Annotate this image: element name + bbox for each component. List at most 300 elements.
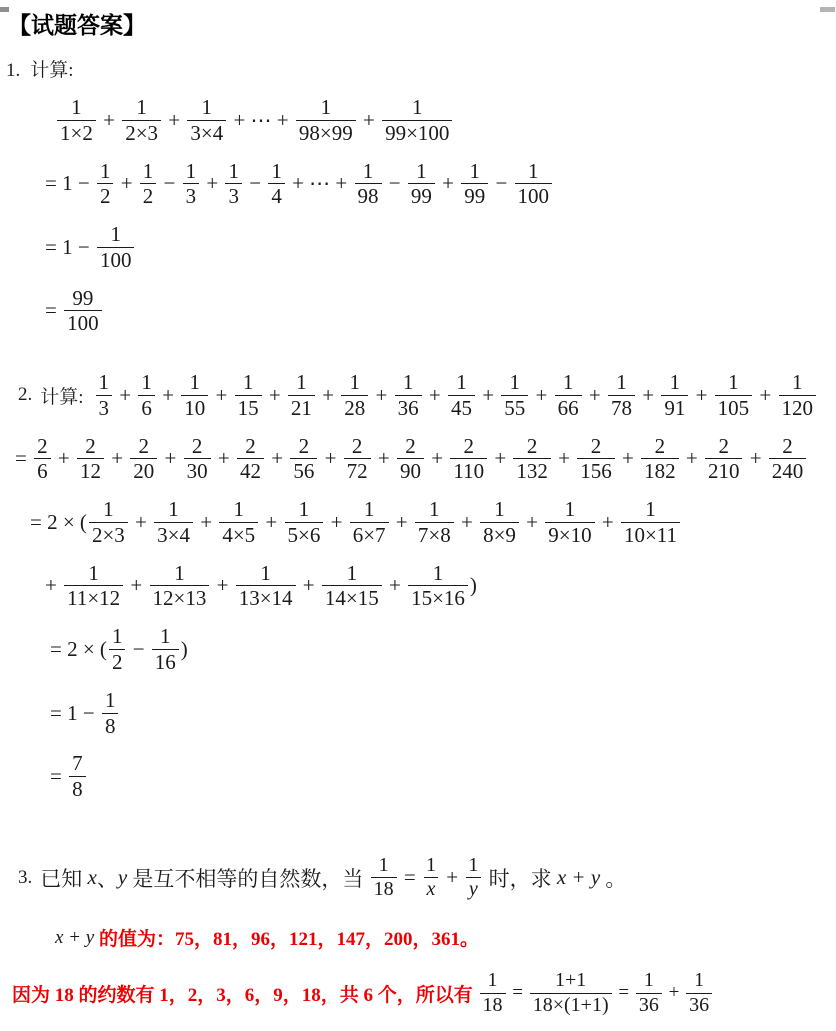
fraction [636, 969, 662, 1017]
fraction-numerator: 1 [242, 370, 254, 395]
fraction-numerator: 1 [271, 158, 282, 183]
fraction-numerator: 1 [142, 158, 154, 183]
fraction-numerator: 1 [509, 370, 521, 395]
fraction [268, 159, 285, 210]
fraction-numerator: 1 [643, 969, 654, 992]
fraction [545, 497, 594, 548]
fraction-numerator: 2 [245, 433, 256, 458]
fraction-numerator: 2 [85, 433, 96, 458]
fraction-numerator: 1 [416, 158, 427, 183]
fraction-numerator: 1 [378, 853, 389, 876]
fraction-numerator: 2 [37, 433, 48, 458]
fraction-denominator: 100 [97, 247, 135, 273]
fraction-numerator: 1 [320, 95, 332, 119]
fraction [64, 561, 123, 612]
fraction-numerator: 1 [412, 95, 423, 119]
math-text: = 1 − [45, 234, 95, 259]
fraction [288, 370, 315, 421]
fraction [130, 434, 157, 485]
math-text: + [390, 509, 413, 534]
fraction-denominator: 4 [268, 183, 285, 209]
fraction-denominator: 156 [577, 458, 615, 484]
math-text: 时，求 [483, 866, 557, 891]
fraction [187, 95, 226, 146]
fraction [608, 370, 635, 421]
math-text: + [426, 446, 449, 471]
math-text: + [97, 107, 121, 132]
fraction-numerator: 1 [362, 158, 374, 183]
fraction-denominator: 100 [64, 310, 102, 336]
fraction-numerator: 1 [104, 687, 116, 712]
fraction-denominator: 8 [69, 776, 86, 802]
math-text: + [194, 509, 218, 534]
math-text: = [45, 298, 63, 323]
fraction-numerator: 1 [432, 560, 444, 585]
fraction [621, 497, 680, 548]
fraction-denominator: 78 [608, 395, 635, 421]
fraction-numerator: 1 [174, 560, 185, 585]
fraction [109, 624, 126, 675]
fraction-numerator: 2 [405, 433, 416, 458]
fraction-numerator: 1 [141, 370, 152, 395]
fraction-denominator: 36 [395, 395, 422, 421]
math-line-step [50, 624, 836, 675]
fraction [779, 370, 817, 421]
math-text: + [455, 509, 479, 534]
fraction [225, 159, 242, 210]
fraction-denominator: 21 [288, 395, 315, 421]
fraction-numerator: 2 [526, 433, 538, 458]
page-title: 【试题答案】 [8, 12, 146, 38]
fraction-denominator: 120 [779, 395, 817, 421]
fraction [423, 854, 439, 902]
fraction-denominator: 105 [715, 395, 753, 421]
math-text: + [530, 382, 553, 407]
math-text: + [263, 382, 286, 407]
fraction-numerator: 1 [669, 370, 681, 395]
fraction [138, 370, 155, 421]
fraction-denominator: 66 [555, 395, 582, 421]
fraction-numerator: 1 [99, 158, 111, 183]
fraction-numerator: 1 [98, 370, 110, 395]
math-text: + [45, 573, 63, 598]
math-text: ) [180, 637, 188, 662]
fraction-numerator: 2 [463, 433, 474, 458]
answer-text-red: 因为 18 的约数有 1，2，3，6，9，18，共 6 个，所以有 [12, 984, 478, 1006]
fraction-numerator: 1 [728, 370, 739, 395]
fraction-numerator: 1 [296, 370, 307, 395]
fraction-denominator: 3×4 [154, 522, 193, 548]
fraction-denominator: 45 [448, 395, 475, 421]
fraction [236, 561, 296, 612]
fraction [415, 497, 454, 548]
fraction-denominator: 14×15 [322, 585, 382, 611]
fraction [355, 159, 382, 210]
fraction-numerator: 2 [718, 433, 729, 458]
math-text: − [127, 637, 150, 662]
math-text: + [163, 107, 186, 132]
fraction-denominator: 98×99 [296, 120, 356, 146]
fraction-denominator: 72 [344, 458, 371, 484]
fraction-denominator: 13×14 [236, 585, 296, 611]
fraction-numerator: 1 [71, 95, 82, 119]
fraction-numerator: 1 [456, 370, 467, 395]
math-text: + [636, 382, 660, 407]
math-text: + [436, 171, 460, 196]
math-text: + [383, 573, 407, 598]
fraction-denominator: 4×5 [219, 522, 258, 548]
fraction [515, 159, 553, 210]
math-text: 已知 [40, 866, 88, 891]
fraction [480, 497, 519, 548]
math-text: 、 [96, 866, 118, 891]
fraction-numerator: 1 [160, 624, 171, 649]
fraction-numerator: 1 [564, 497, 576, 522]
fraction [181, 370, 208, 421]
math-text: + [423, 382, 446, 407]
fraction-denominator: 2 [140, 183, 157, 209]
fraction-numerator: 1 [562, 370, 574, 395]
math-text: − [383, 171, 406, 196]
problem-2 [0, 370, 836, 802]
math-text: + [125, 573, 148, 598]
fraction-denominator: 182 [641, 458, 679, 484]
fraction [34, 434, 51, 485]
fraction-numerator: 1 [110, 222, 121, 247]
fraction [96, 370, 113, 421]
math-text: + [105, 446, 129, 471]
math-line-step [45, 561, 836, 612]
math-text: + ⋯ + [286, 171, 353, 196]
problem-prompt: 计算: [30, 60, 74, 81]
fraction-denominator: 55 [501, 395, 528, 421]
fraction [450, 434, 487, 485]
math-variable: x + y [55, 926, 95, 948]
fraction-denominator: 91 [661, 395, 688, 421]
fraction-denominator: 6 [34, 458, 51, 484]
math-line-result [50, 751, 836, 802]
fraction-denominator: 3 [96, 395, 113, 421]
fraction [140, 159, 157, 210]
fraction-denominator: 8 [102, 713, 119, 739]
math-text: + [212, 446, 235, 471]
fraction [769, 434, 807, 485]
math-text: + [441, 865, 464, 890]
math-text: − [158, 171, 181, 196]
math-text: + [211, 573, 234, 598]
math-text: + [583, 382, 606, 407]
fraction-numerator: 2 [782, 433, 793, 458]
fraction-numerator: 1 [103, 497, 114, 522]
problem-2-heading-line [18, 370, 836, 421]
fraction-denominator: 36 [636, 993, 662, 1018]
math-text: + [114, 382, 137, 407]
problem-number: 1. [6, 60, 21, 81]
fraction-numerator: 1 [346, 560, 358, 585]
problem-1 [0, 55, 836, 336]
fraction-numerator: 1 [694, 969, 705, 992]
fraction-numerator: 1 [185, 158, 197, 183]
math-text: + [156, 382, 180, 407]
fraction-denominator: 132 [513, 458, 551, 484]
fraction-numerator: 7 [72, 751, 83, 776]
fraction-denominator: 99 [408, 183, 435, 209]
fraction-numerator: 2 [191, 433, 203, 458]
math-text: + [596, 509, 619, 534]
fraction-denominator: 6×7 [350, 522, 389, 548]
fraction [448, 370, 475, 421]
fraction-numerator: 1 [233, 497, 244, 522]
screen-artifact-left [0, 7, 9, 12]
fraction [219, 497, 258, 548]
fraction-denominator: 8×9 [480, 522, 519, 548]
fraction [97, 159, 114, 210]
fraction [184, 434, 211, 485]
fraction-denominator: 110 [450, 458, 487, 484]
math-text: + [115, 171, 138, 196]
math-text: = 1 − [45, 171, 95, 196]
fraction [344, 434, 371, 485]
fraction-denominator: 1×2 [57, 120, 96, 146]
fraction-denominator: 2×3 [89, 522, 128, 548]
problem-3 [0, 854, 836, 1017]
math-variable: x + y [556, 865, 601, 890]
math-text: 是互不相等的自然数，当 [127, 866, 369, 891]
fraction [57, 95, 96, 146]
fraction-numerator: 1 [426, 853, 436, 876]
fraction-numerator: 1 [298, 497, 310, 522]
math-variable: x [87, 865, 97, 890]
fraction-denominator: 36 [686, 993, 712, 1018]
math-text: + [129, 509, 153, 534]
fraction-denominator: 240 [769, 458, 807, 484]
math-text: + [680, 446, 703, 471]
fraction-denominator: 9×10 [545, 522, 594, 548]
math-text: ) [469, 573, 477, 598]
fraction-denominator: 16 [152, 649, 179, 675]
fraction [69, 751, 86, 802]
math-text: − [243, 171, 267, 196]
fraction-denominator: 12×13 [150, 585, 210, 611]
fraction [461, 159, 488, 210]
math-line-step [45, 159, 836, 210]
fraction-denominator: 6 [138, 395, 155, 421]
math-line-expression [55, 95, 836, 146]
math-text: = [507, 982, 528, 1004]
fraction [530, 969, 612, 1017]
math-text: = [15, 446, 33, 471]
fraction-numerator: 1 [363, 497, 375, 522]
fraction [397, 434, 424, 485]
fraction-denominator: 10×11 [621, 522, 680, 548]
math-text: + [552, 446, 576, 471]
fraction-denominator: 30 [184, 458, 211, 484]
fraction-numerator: 2 [654, 433, 666, 458]
math-text: + [316, 382, 340, 407]
fraction-numerator: 1 [494, 497, 505, 522]
answer-line-values [55, 924, 836, 951]
fraction-numerator: 1 [111, 624, 123, 649]
math-text: + [476, 382, 500, 407]
math-text: = 1 − [50, 700, 100, 725]
fraction-numerator: 2 [298, 433, 310, 458]
fraction-denominator: 20 [130, 458, 157, 484]
problem-number: 3. [18, 866, 33, 888]
fraction-numerator: 1 [528, 158, 539, 183]
fraction [97, 222, 135, 273]
fraction-denominator: 2 [109, 649, 126, 675]
fraction [322, 561, 382, 612]
fraction-numerator: 2 [351, 433, 363, 458]
fraction-numerator: 1 [487, 969, 498, 992]
math-line-result [45, 286, 836, 337]
fraction [408, 561, 468, 612]
fraction [77, 434, 104, 485]
fraction-numerator: 1 [228, 158, 239, 183]
math-text: = [613, 982, 634, 1004]
problem-3-statement [18, 854, 836, 902]
math-text: + [297, 573, 320, 598]
fraction-denominator: 7×8 [415, 522, 454, 548]
math-text: + [210, 382, 233, 407]
fraction-numerator: 1+1 [555, 969, 587, 992]
math-line-expression [94, 370, 818, 421]
fraction-denominator: 90 [397, 458, 424, 484]
fraction-numerator: 1 [616, 370, 627, 395]
math-text: + [489, 446, 512, 471]
fraction-numerator: 99 [72, 285, 94, 310]
fraction [237, 434, 264, 485]
math-text: + [372, 446, 395, 471]
math-text: = [398, 865, 421, 890]
fraction [661, 370, 688, 421]
math-text: + [319, 446, 342, 471]
math-text: + [663, 982, 685, 1004]
math-line-step [50, 688, 836, 739]
fraction-denominator: 12 [77, 458, 104, 484]
fraction-denominator: 98 [355, 183, 382, 209]
fraction [408, 159, 435, 210]
fraction-numerator: 1 [645, 497, 656, 522]
math-text: + [159, 446, 182, 471]
fraction-denominator: 11×12 [64, 585, 123, 611]
fraction-denominator: 18×(1+1) [530, 993, 612, 1018]
fraction [64, 286, 102, 337]
math-text: = [50, 764, 68, 789]
fraction [577, 434, 615, 485]
screen-artifact-right [820, 7, 835, 12]
fraction-numerator: 2 [590, 433, 602, 458]
fraction-numerator: 1 [168, 497, 179, 522]
fraction-denominator: 28 [341, 395, 368, 421]
fraction-denominator: 18 [480, 993, 506, 1018]
fraction-denominator: 15 [235, 395, 262, 421]
fraction-numerator: 1 [189, 370, 200, 395]
fraction [102, 688, 119, 739]
fraction-numerator: 1 [260, 560, 271, 585]
math-line-step [30, 497, 836, 548]
fraction-denominator: x [424, 877, 439, 902]
math-text: + ⋯ + [228, 107, 294, 132]
math-line-expression [40, 854, 626, 902]
math-text: = 2 × ( [50, 637, 107, 662]
fraction [341, 370, 368, 421]
fraction-numerator: 1 [88, 560, 99, 585]
math-text: + [265, 446, 289, 471]
fraction [154, 497, 193, 548]
math-text: 。 [600, 866, 627, 891]
fraction [480, 969, 506, 1017]
math-line-step [15, 434, 836, 485]
math-text: + [325, 509, 348, 534]
fraction-denominator: 42 [237, 458, 264, 484]
fraction-denominator: 56 [290, 458, 317, 484]
problem-number: 2. [18, 384, 33, 406]
fraction-numerator: 1 [469, 158, 480, 183]
math-text: + [520, 509, 544, 534]
problem-prompt: 计算: [40, 386, 84, 408]
fraction-denominator: 2 [97, 183, 114, 209]
fraction-numerator: 1 [468, 853, 479, 876]
fraction [152, 624, 179, 675]
fraction [641, 434, 679, 485]
fraction-numerator: 1 [792, 370, 803, 395]
fraction [395, 370, 422, 421]
fraction [705, 434, 743, 485]
math-text: + [201, 171, 224, 196]
fraction [122, 95, 161, 146]
math-variable: y [117, 865, 128, 890]
fraction-denominator: 99 [461, 183, 488, 209]
fraction-denominator: 99×100 [382, 120, 452, 146]
fraction-numerator: 1 [201, 95, 213, 119]
fraction-numerator: 2 [138, 433, 150, 458]
fraction-denominator: 18 [371, 877, 397, 902]
fraction-denominator: 3 [183, 183, 200, 209]
math-text: = 2 × ( [30, 509, 87, 534]
fraction [382, 95, 452, 146]
fraction [501, 370, 528, 421]
problem-1-heading [6, 55, 836, 82]
fraction-denominator: 210 [705, 458, 743, 484]
math-text: − [490, 171, 513, 196]
fraction [465, 854, 481, 902]
math-line-step [45, 222, 836, 273]
fraction [235, 370, 262, 421]
fraction [715, 370, 753, 421]
fraction-denominator: 100 [515, 183, 553, 209]
fraction-denominator: 3×4 [187, 120, 226, 146]
fraction-denominator: 2×3 [122, 120, 161, 146]
fraction [296, 95, 356, 146]
fraction-denominator: y [466, 877, 481, 902]
math-text: + [260, 509, 283, 534]
fraction [183, 159, 200, 210]
fraction [285, 497, 324, 548]
math-text: + [370, 382, 393, 407]
math-text: + [52, 446, 75, 471]
answer-line-explanation [12, 969, 836, 1017]
fraction [89, 497, 128, 548]
answer-text-red: 的值为：75，81，96，121，147，200，361。 [98, 929, 479, 951]
math-text: + [616, 446, 640, 471]
fraction-denominator: 3 [225, 183, 242, 209]
math-text: + [357, 107, 381, 132]
fraction-denominator: 15×16 [408, 585, 468, 611]
fraction [371, 854, 397, 902]
fraction [150, 561, 210, 612]
math-text: + [744, 446, 767, 471]
